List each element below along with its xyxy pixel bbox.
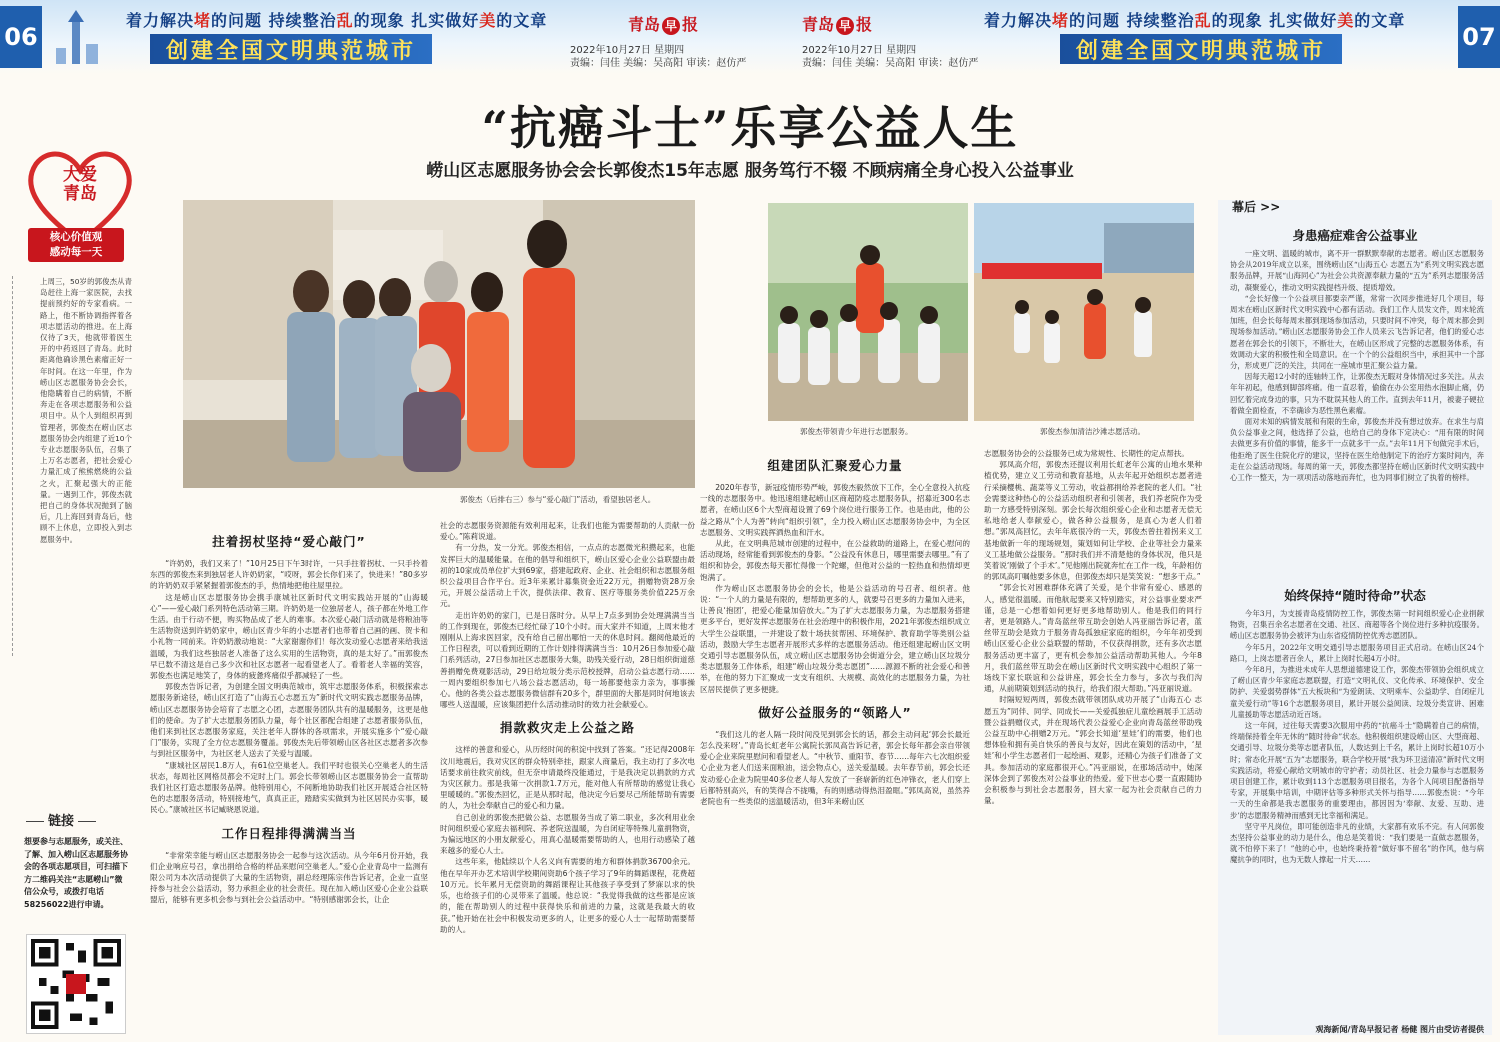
sidebar-tab: 幕后 >> [1232,200,1281,214]
column-brand: 大爱 青岛 [63,165,97,204]
article-column-1: 拄着拐杖坚持“爱心敲门” “许奶奶，我们又来了！”10月25日下午3时许，一只手拄着拐杖、一只手拎着东西的郭俊杰来到独居老人许奶奶家，“哎呀，郭会长你们来了，快进来！”80多岁的许奶奶双手紧紧握着郭俊杰的手，热情地把他往屋里拉。 这是崂山区志愿服务协会携手康城社区新时代文明实践站开展的“山海暖心”——爱心敲门系列特色活动第三期。许奶奶是一位独居老人，孩子都在外地工作生活。由于行动不便，购买物品成了老人的难事。本次爱心敲门活动就是将粮油等生活物资送到许奶奶家中，崂山区青少年的小志愿者们也带着自己画的画、贺卡和小礼物一同前来。许奶奶激动地说：“大家谢谢你们！每次发动爱心志愿者来给我送温暖，为我们这些独居老人准备了这么实用的生活物资，真的是太好了。”而郭俊杰早已数不清这是自己多少次和社区志愿者一起看望老人了。看着老人幸福的笑容，郭俊杰也满足地笑了，身体的疲惫疼痛似乎都减轻了一些。 郭俊杰告诉记者，为创建全国文明典范城市，筑牢志愿服务体系，积极探索志愿服务新途径，崂山区打造了“山海五心志愿五为”新时代文明实践志愿服务品牌，崂山区志愿服务协会培育了志愿之心团，志愿服务团队共有的温暖服务，这更是他们的使命。为了扩大志愿服务团队力量，每个社区都配合组建了志愿者服务队伍，他们来到社区志愿服务家庭，关注老年人群体的各项需求，开展实施多个“爱心敲门”服务，实现了全方位志愿服务覆盖。郭俊杰先后带领崂山区各社区志愿者多次参与到社区服务中，为社区老人送去了关爱与温暖。 “康城社区居民1.8万人，有61位空巢老人。我们平时也很关心空巢老人的生活状态，每周社区网格员都会不定时上门。郭会长带领崂山区志愿服务协会一直帮助我们社区打造志愿服务品牌。他特别用心，不间断地协助我们社区开展适合社区特色的志愿服务活动，特别接地气，真真正正，踏踏实实做到为社区居民办实事，暖民心。”康城社区书记臧晓恩说道。 工作日程排得满满当当 “非常荣幸能与崂山区志愿服务协会一起参与这次活动。从今年6月份开始，我们企业响应号召，拿出捐给合格的样品来慰问空巢老人。”爱心企业青岛中一监测有限公司为本次活动提供了大量的生活物资，副总经理陈宗伟告诉记者，企业一直坚持参与社会公益活动，努力承担企业的社会责任。现在加入崂山区爱心企业公益联盟后，能够有更多机会参与到社会公益活动中。“特别感谢郭会长，让企 [150,534,428,905]
paper-name-right: 青岛 早 报 [802,15,873,34]
dateline-right: 2022年10月27日 星期四 责编：闫佳 美编：吴高阳 审读：赵仿严 [802,45,979,69]
byline-credit: 观海新闻/青岛早报记者 杨健 图片由受访者提供 [1315,1025,1484,1034]
slogan-left: 着力解决堵的问题 持续整治乱的现象 扎实做好美的文章 [126,11,548,30]
main-photo-caption: 郭俊杰（后排右三）参与“爱心敲门”活动，看望独居老人。 [460,495,656,504]
section-heading-4: 组建团队汇聚爱心力量 [767,458,903,473]
article-column-4: 志愿服务协会的公益服务已成为常规性、长期性的定点帮扶。 郭凤高介绍，郭俊杰还提议利用长虹老年公寓的山地水果种植优势，建立义工劳动和教育基地，从去年起开始组织志愿者进行采摘樱桃、蔬菜等义工劳动，收益都捐给养老院的老人们。“社会需要这种热心的公益活动组织者和引领者，我们养老院作为受助一方感受特别深刻。郭会长每次组织爱心企业和志愿者无偿无私地给老人奉献爱心，做各种公益服务，是真心为老人们着想。”郭凤高回忆，去年年底很冷的一天，郭俊杰曾拄着拐来义工基地做新一年的现场规划，策划如何让学校、企业等社会力量来义工基地做公益服务。“那时我们并不清楚他的身体状况，他只是笑着说‘刚做了个手术’。”见他刚出院就奔忙在工作一线，年龄相仿的郭凤高叮嘱他要多休息，但郭俊杰却只是笑笑说：“想多干点。” “郭会长对困难群体充满了关爱，是个非常有爱心、感恩的人，感觉很温暖。而他航起要来又特别踏实，对公益事业要求严谨，总是一心想着如何更好更多地帮助别人。他是我们的同行者，更是领路人。”青岛蓝丝带互助会创始人冯亚丽告诉记者，蓝丝带互助会是致力于服务青岛孤独症家庭的组织，今年年初受到崂山区爱心企业公益联盟的帮助，不仅获得捐款，还有多次志愿服务活动更丰富了，更有机会参加公益活动帮助其他人。今年8月，我们蓝丝带互助会在崂山区新时代文明实践中心组织了第一场线下家长联谊和公益讲座，郭会长全力参与，多次与我们沟通，从前期策划到活动的执行，给我们很大帮助。”冯亚丽说道。 时隔短短两周，郭俊杰就带领团队成功开展了“山海五心 志愿五为”同伴、同学、同成长——关爱孤独症儿童绘画展手工活动暨公益捐赠仪式，并在现场代表公益爱心企业向青岛蓝丝带助残公益互助中心捐赠2万元。“郭会长知道‘星娃’们的需要，他们也想体验和拥有美自快乐的善良与友好，因此在策划的活动中，‘星娃’和小学生志愿者们一起绘画、观影，还精心为孩子们准备了文具。参加活动的家庭都很开心。”冯亚丽说，在那场活动中，她深深体会到了郭俊杰对公益事业的热爱。爱下世志心要一直跟随协会积极参与到社会志愿服务，回大家一起为社会贡献自己的力量。 [984,449,1202,806]
link-body: 想要参与志愿服务，或关注、了解、加入崂山区志愿服务协会的各项志愿项目，可扫描下方二维码关注“志愿崂山”微信公众号，或拨打电话58256022进行申请。 [24,837,128,909]
main-photo [183,200,695,488]
slogan-right: 着力解决堵的问题 持续整治乱的现象 扎实做好美的文章 [984,11,1406,30]
article-column-3: 组建团队汇聚爱心力量 2020年春节，新冠疫情形势严峻，郭俊杰毅然放下工作，全心全意投入抗疫一线的志愿服务中。他迅速组建起崂山区商超防疫志愿服务队，招募近300名志愿者，在崂山区6个大型商超设置了69个岗位进行服务工作。也是由此，他的公益之路从“个人为善”转向“组织引领”，全力投入崂山区志愿服务协会中，为全区志愿服务、文明实践挥洒热血和汗水。 从此，在文明典范城市创建的过程中，在公益救助的道路上，在爱心慰问的活动现场，经常能看到郭俊杰的身影。“公益没有休息日，哪里需要去哪里。”有了组织和协会，郭俊杰每天都忙得像一个陀螺，但他对公益的一腔热血和热情却更饱满了。 作为崂山区志愿服务协会的会长，他是公益活动的号召者、组织者。他说：“一个人的力量是有限的，想帮助更多的人，就要号召更多的力量加入进来，让善良‘抱团’，把爱心能量加倍放大。”为了扩大志愿服务力量，为志愿服务搭建更多平台，更好发挥志愿服务在社会治理中的积极作用，2021年郭俊杰组织成立大学生公益联盟，一并建设了数十场扶贫帮困、环境保护、教育助学等类别公益活动，鼓励大学生志愿者开展形式多样的志愿服务活动。他还组建起崂山区文明交通引导志愿服务队伍，成立崂山区志愿服务协会街道分会，建立崂山区垃圾分类志愿服务工作体系，组建“崂山垃圾分类志愿团”……源源不断的社会爱心和善举，在他的努力下汇聚成一支支有组织、大规模、高效化的志愿服务力量，为社区居民提供了更多便捷。 做好公益服务的“领路人” “我们这儿的老人隔一段时间没见到郭会长的话，都会主动问起‘郭会长最近怎么没来呀’。”青岛长虹老年公寓院长郭凤高告诉记者，郭会长每年都会亲自带领爱心企业来院里慰问和看望老人。“中秋节、重阳节、春节……每年六七次组织爱心企业为老人们送来面粮油，送会物点心，送关爱温暖。去年春节前，郭会长还发动爱心企业为院里40多位老人每人发放了一套崭新的红色冲锋衣，老人们穿上后都特别高兴，有的笑得合不拢嘴，有的则感动得热泪盈眶。”郭凤高说，虽然养老院也有一些类似的送温暖活动，但3年来崂山区 [700,458,970,807]
rail-divider [12,276,15,656]
sidebar-section-2: 今年3月，为支援青岛疫情防控工作，郭俊杰第一时间组织爱心企业捐献物资，召集百余名志愿者在交通、社区、商超等各个岗位进行多种抗疫服务。崂山区志愿服务协会被评为山东省疫情防控优秀志愿团队。 今年5月，2022年文明交通引导志愿服务项目正式启动。在崂山区24个路口，上岗志愿者百余人，累计上岗时长超4万小时。 今年8月，为推进未成年人思想道德建设工作，郭俊杰带领协会组织成立了崂山区青少年家庭志愿联盟，打造“文明礼仪、文化传承、环境保护、安全防护、关爱弱势群体”五大板块和“为爱朗读、文明乘车、公益助学、自闭症儿童关爱行动”等16个志愿服务项目，累计开展公益阅读、垃圾分类宣讲、困难儿童援助等志愿活动近百场。 这一年间，过往每天需要3次服用中药的“抗癌斗士”隐瞒着自己的病情，终端保持着全年无休的“随时待命”状态。他积极组织建设崂山区、大型商超、交通引导、垃圾分类等志愿者队伍，人数达到上千名，累计上岗时长超10万小时；常态化开展“五为”志愿服务，联合学校开展“我为环卫送清凉”新时代文明实践活动，将爱心献给文明城市的守护者；动员社区、社会力量参与志愿服务项目创建工作，累计收到113个志愿服务项目报名，为各个人间项目配备指导专家，开展集中培训，中期评估等多种形式关怀与指导……郭俊杰说：“今年一天的生命都是我志愿服务的重要理由，都因因为‘奉献、友爱、互助、进步’的志愿服务精神而感到无比幸福和满足。 坚守平凡岗位，即可能创造非凡的业绩，大家都有欢乐不完。有人问郭俊杰坚持公益事业的动力是什么，他总是笑着说：“我们要是一直做志愿服务，就不怕停下来了！”他的心中，也始终秉持着“做好事不留名”的作风，他与病魔抗争的同时，也为无数人撑起一片天…… [1230,609,1484,865]
volunteers-visit-photo [183,200,695,488]
column-tag: 核心价值观 感动每一天 [28,228,124,262]
section-heading-1: 拄着拐杖坚持“爱心敲门” [212,534,366,549]
sidebar-heading-1: 身患癌症难舍公益事业 [1292,228,1418,243]
page-header [0,0,1500,74]
banner-right: 创建全国文明典范城市 [1060,34,1342,64]
link-heading: 链接 [22,810,132,829]
beach-photo [974,203,1194,421]
section-heading-2: 工作日程排得满满当当 [221,825,357,841]
section-heading-3: 捐款救灾走上公益之路 [499,720,635,736]
right-page-number: 07 [1458,6,1500,68]
left-page-number: 06 [0,6,42,68]
subheadline: 崂山区志愿服务协会会长郭俊杰15年志愿 服务笃行不辍 不顾病痛全身心投入公益事业 [426,161,1074,181]
lede-paragraph: 上周三，50岁的郭俊杰从青岛赶往上海一家医院，去找提前预约好的专家看病。一路上，他不断协调指挥着各项志愿活动的推进。在上海仅待了3天，他就带着医生开的中药返回了青岛。此时距离他确诊黑色素瘤正好一年时间。在这一年里，作为崂山区志愿服务协会会长，他隐瞒着自己的病情，不断奔走在各项志愿服务和公益项目中。从个人到组织再到管理者，郭俊杰在崂山区志愿服务协会内组建了近10个专业志愿服务队伍，召集了上万名志愿者，把社会爱心力量汇成了熊熊燃烧的公益之火，汇聚起强大的正能量。一遇到工作，郭俊杰就把自己的身体状况抛到了脑后，几上海回到青岛后，他顾不上休息，立即投入到志愿服务中。 [40,277,132,544]
dateline-left: 2022年10月27日 星期四 责编：闫佳 美编：吴高阳 审读：赵仿严 [570,45,747,69]
youth-volunteer-photo [768,203,968,421]
article-column-2: 社会的志愿服务资源能有效利用起来，让我们也能为需要帮助的人贡献一份爱心。”陈莉说道。 有一分热，发一分光。郭俊杰相信，一点点的志愿微光积攒起来，也能发挥巨大的温暖能量。在他的倡导和组织下，崂山区爱心企业公益联盟由最初的10家成员单位扩大到69家，搭建起政府、企业、社会组织和志愿服务组织公益项目合作平台。近3年来累计募集资金近22万元，捐赠物资28万余元，开展公益活动上千次，提供法律、教育、医疗等服务类价值225万余元。 走出许奶奶的家门，已是日落时分。从早上7点多到协会处理满满当当的工作到现在，郭俊杰已经忙碌了10个小时。而大家并不知道，上周末他才刚刚从上海求医回家，没有给自己留出哪怕一天的休息时间。翻阅他最近的工作日程表，可以看到近期的工作计划排得满满当当：10月26日参加爱心敲门系列活动，27日参加社区志愿服务大集，助残关爱行动，28日组织街道慈善捐赠免费观影活动，29日给垃圾分类示范校授牌，启动公益志愿行动……一周内要组织参加七八场公益志愿活动，每一场都要他亲力亲为，事事操心。他的各类公益志愿服务微信群有20多个，群里面的大都是同时何地该去哪些人送温暖，应该集团把什么活动推动时的效力社会献爱心。 捐款救灾走上公益之路 这样的善意和爱心，从历经时间的积淀中找到了答案。“还记得2008年汶川地震后，我对灾区的群众特别牵挂，跟家人商量后，我主动打了多次电话要求前往救灾前线，但无奈申请最终没能通过，于是我决定以捐款的方式为灾区献力。那是我第一次捐款1.7万元，能对他人有所帮助的感觉让我心里暖暖的。”郭俊杰回忆，正是从那时起，他决定今后要尽己所能帮助有需要的人，为社会奉献自己的爱心和力量。 自己创业的郭俊杰把做公益、志愿服务当成了第二职业，多次利用业余时间组织爱心家庭去福利院、养老院送温暖，为自闭症等特殊儿童捐物资，为偏远地区的小朋友献爱心，用真心温暖需要帮助的人，也用行动感染了越来越多的爱心人士。 这些年来，他陆续以个人名义向有需要的地方和群体捐款36700余元。他在早年开办艺术培训学校期间资助6个孩子学习了9年的舞蹈课程，花费超10万元。长年累月无偿资助的舞蹈课程让其他孩子享受到了梦寐以求的快乐，也给孩子们的心灵带来了温暖。他总说：“我觉得我做的这些都是应该的，能在帮助别人的过程中获得快乐和前进的力量，这就是我最大的收获。”他开始在社会中积极发动更多的人，让更多的爱心人士一起帮助需要帮助的人。 [440,521,695,934]
beach-photo-caption: 郭俊杰参加清洁沙滩志愿活动。 [1040,427,1145,436]
sidebar-heading-2: 始终保持“随时待命”状态 [1284,588,1426,603]
banner-left: 创建全国文明典范城市 [150,34,432,64]
sidebar-section-1: 一座文明、温暖的城市，离不开一群默默奉献的志愿者。崂山区志愿服务协会从2019年成立以来，围绕崂山区“山海五心 志愿五为”系列文明实践志愿服务品牌，开展“山海同心”为社会公共资源奉献力量的“五为”系列志愿服务活动，凝聚爱心，推动文明实践提档升级、提质增效。 “会长好像一个公益项目都要亲严谨，常常一次同步推进好几个项目，每周末在崂山区新时代文明实践中心都有活动。我们工作人员发文件，周末轮流加班，但会长每每周末都到现场参加活动，只要时间不冲突，每个周末都会到现场参加活动。”崂山区志愿服务协会工作人员来云飞告诉记者，他们的爱心志愿者在郭会长的引领下，不断壮大，在崂山区形成了完整的志愿服务体系，有效调动大家的积极性和全局意识。在一个个的公益组织当中，承担其中一个部分，形成更广泛的关注，共同在一座城市里汇聚公益力量。 因每天超12小时的连轴转工作，让郭俊杰无暇对身体情况过多关注。从去年年初起，他感到脚部疼痛。他一直忍着，偷偷在办公室用热水泡脚止痛，仍回忆着完成身边的事，只为不耽误其他人的工作。直到去年11月，被妻子硬拉着做全面检查，不幸确诊为恶性黑色素瘤。 面对未知的病情发展和有限的生命，郭俊杰并没有想过放弃。在求生与肩负公益事业之间，他选择了公益，也给自己的身体下定决心：“用有限的时间去做更多有价值的事情，能多干一点就多干一点。”去年11月下旬做完手术后，他拒绝了医生住院化疗的建议，坚持在医生给他制定下的治疗方案时间内，奔走在公益活动现场。每周的第一天，郭俊杰都坚持在崂山区新时代文明实践中心工作一整天，为一项项活动落地而奔忙，也为同事们树立了执着的榜样。 [1230,249,1484,483]
beach-cleanup-photo [974,203,1194,421]
section-heading-5: 做好公益服务的“领路人” [758,704,912,720]
headline: “抗癌斗士”乐享公益人生 [481,101,1019,155]
qr-code[interactable] [26,934,126,1034]
youth-photo [768,203,968,421]
paper-name-left: 青岛 早 报 [628,15,699,34]
landmark-illustration [46,8,106,68]
youth-photo-caption: 郭俊杰带领青少年进行志愿服务。 [800,427,913,436]
